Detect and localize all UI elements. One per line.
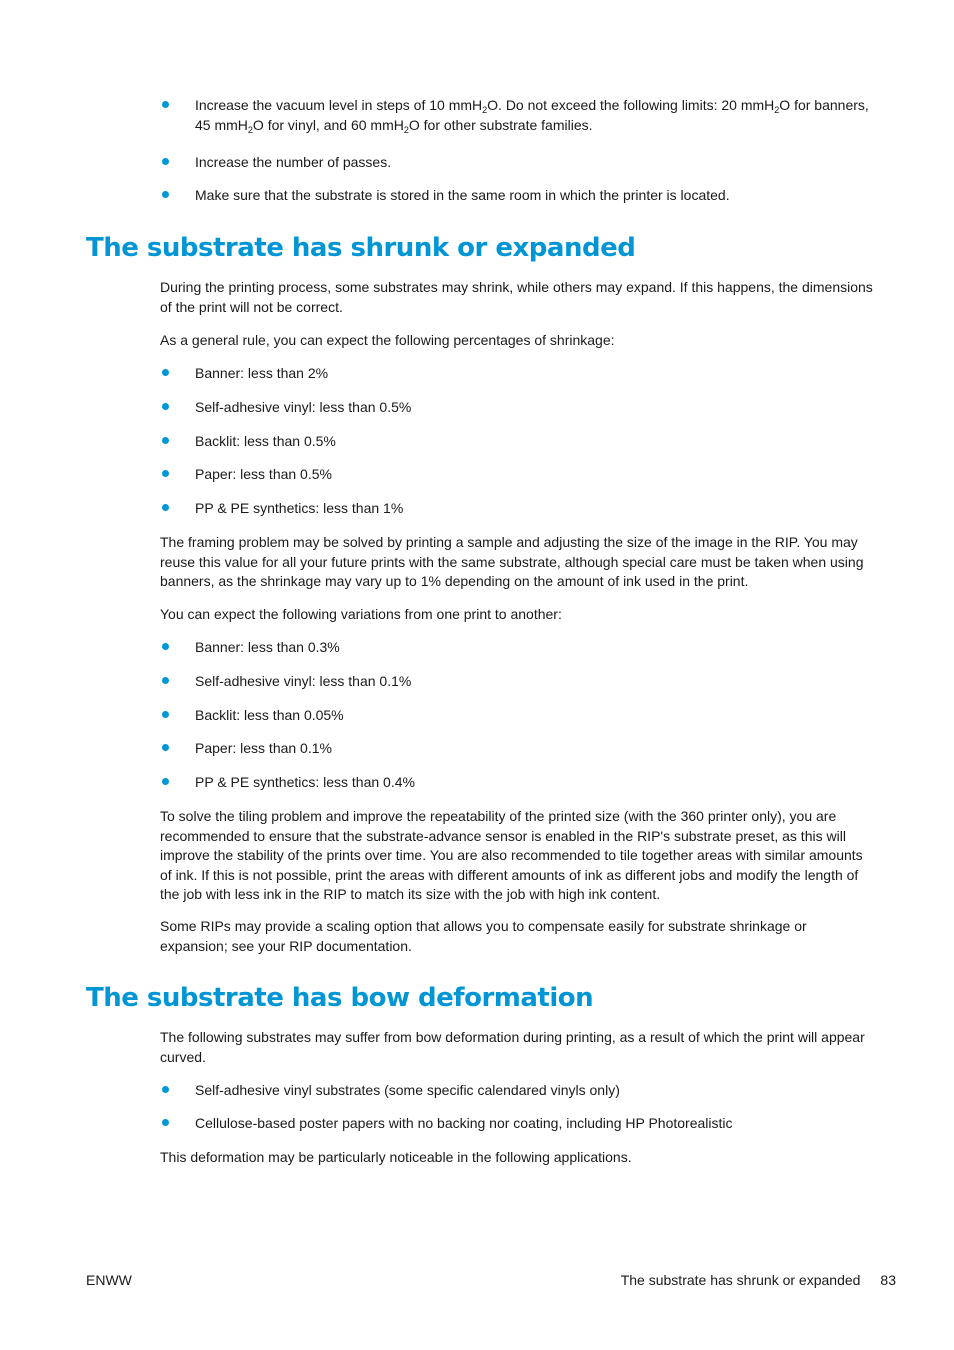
bullet-icon	[162, 504, 169, 511]
list-item-text: Cellulose-based poster papers with no backing nor coating, including HP Photorealistic	[195, 1115, 733, 1131]
paragraph: During the printing process, some substrates may shrink, while others may expand. If this happens, the dimensions of the print will not be correct.	[160, 279, 873, 315]
list-item	[160, 432, 880, 452]
list-item-text: Increase the vacuum level in steps of 10 mmH$_2$O. Do not exceed the following limits: 20 mmH$_2$O for banners, 45 mmH$_2$O for vinyl, and 60 mmH$_2$O for other substrate families.	[195, 97, 869, 135]
footer-label: ENWW	[86, 1272, 132, 1288]
list-item	[160, 499, 880, 519]
list-item-text: Paper: less than 0.5%	[195, 466, 332, 482]
bullet-icon	[162, 778, 169, 785]
page-number: 83	[880, 1272, 896, 1288]
list-item	[160, 739, 880, 759]
list-item-text: Banner: less than 2%	[195, 365, 329, 381]
paragraph: To solve the tiling problem and improve the repeatability of the printed size (with the 360 printer only), you are recommended to ensure that the substrate-advance sensor is enabled in the RIP's substrate preset, as this will improve the stability of the prints over time. You are also recommended to tile together areas with similar amounts of ink. If this is not possible, print the areas with different amounts of ink as different jobs and modify the length of the job with less ink in the RIP to match its size with the job with high ink content.	[160, 808, 863, 902]
footer-section-title: The substrate has shrunk or expanded	[620, 1272, 861, 1288]
bullet-icon	[162, 470, 169, 477]
list-item	[160, 706, 880, 726]
list-item	[160, 1081, 880, 1101]
bullet-icon	[162, 677, 169, 684]
list-item	[160, 96, 880, 135]
bullet-icon	[162, 101, 169, 108]
bullet-icon	[162, 437, 169, 444]
list-item	[160, 186, 880, 206]
paragraph: Some RIPs may provide a scaling option that allows you to compensate easily for substrate shrinkage or expansion; see your RIP documentation.	[160, 918, 807, 954]
list-item-text: Self-adhesive vinyl: less than 0.1%	[195, 673, 412, 689]
bullet-icon	[162, 191, 169, 198]
paragraph: This deformation may be particularly noticeable in the following applications.	[160, 1149, 632, 1165]
list-item-text: PP & PE synthetics: less than 0.4%	[195, 774, 415, 790]
bullet-icon	[162, 744, 169, 751]
bullet-icon	[162, 158, 169, 165]
list-item-text: Backlit: less than 0.05%	[195, 707, 344, 723]
list-item	[160, 465, 880, 485]
bullet-icon	[162, 1086, 169, 1093]
bullet-icon	[162, 643, 169, 650]
bullet-icon	[162, 403, 169, 410]
section-heading-bow: The substrate has bow deformation	[86, 983, 594, 1013]
list-item-text: Banner: less than 0.3%	[195, 639, 340, 655]
list-item	[160, 153, 880, 173]
list-item	[160, 672, 880, 692]
footer-right	[621, 1271, 896, 1290]
list-item-text: Self-adhesive vinyl: less than 0.5%	[195, 399, 412, 415]
list-item	[160, 364, 880, 384]
list-item	[160, 1114, 880, 1134]
list-item	[160, 638, 880, 658]
paragraph: The following substrates may suffer from bow deformation during printing, as a result of which the print will appear curved.	[160, 1029, 865, 1065]
list-item-text: Backlit: less than 0.5%	[195, 433, 336, 449]
list-item-text: Increase the number of passes.	[195, 154, 392, 170]
list-item	[160, 398, 880, 418]
list-item-text: PP & PE synthetics: less than 1%	[195, 500, 404, 516]
list-item-text: Self-adhesive vinyl substrates (some specific calendared vinyls only)	[195, 1082, 620, 1098]
bullet-icon	[162, 369, 169, 376]
paragraph: The framing problem may be solved by printing a sample and adjusting the size of the image in the RIP. You may reuse this value for all your future prints with the same substrate, although special care must be taken when using banners, as the shrinkage may vary up to 1% depending on the amount of ink used in the print.	[160, 534, 864, 589]
list-item-text: Paper: less than 0.1%	[195, 740, 332, 756]
paragraph: As a general rule, you can expect the following percentages of shrinkage:	[160, 332, 615, 348]
paragraph: You can expect the following variations from one print to another:	[160, 606, 562, 622]
bullet-icon	[162, 711, 169, 718]
bullet-icon	[162, 1119, 169, 1126]
section-heading-shrunk: The substrate has shrunk or expanded	[86, 233, 636, 263]
list-item-text: Make sure that the substrate is stored in the same room in which the printer is located.	[195, 187, 730, 203]
list-item	[160, 773, 880, 793]
